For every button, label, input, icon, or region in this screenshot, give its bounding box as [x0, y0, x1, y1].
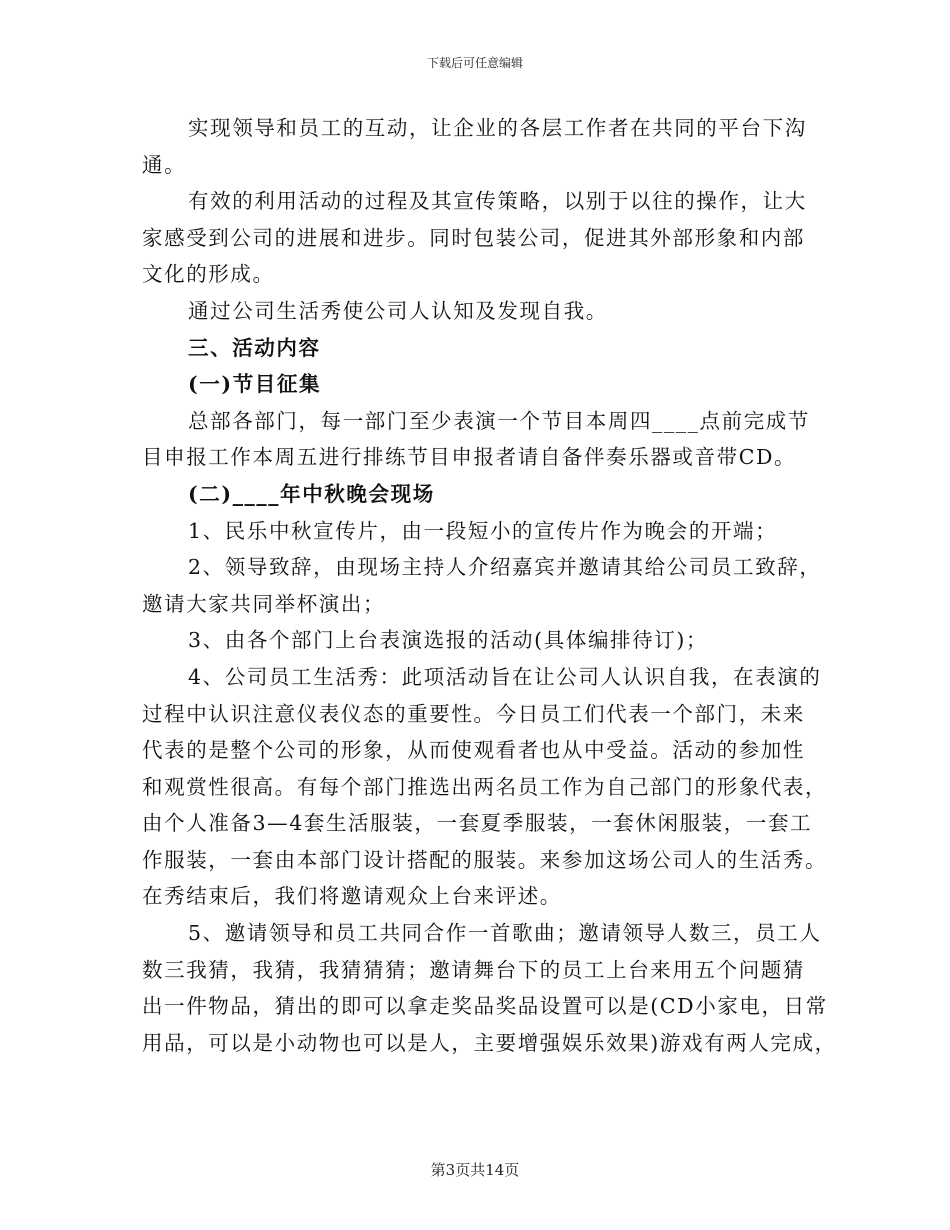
paragraph-line: 代表的是整个公司的形象，从而使观看者也从中受益。活动的参加性 — [142, 738, 805, 763]
paragraph-line: 通过公司生活秀使公司人认知及发现自我。 — [188, 298, 608, 323]
paragraph-line: 文化的形成。 — [142, 262, 275, 287]
list-item: 5、邀请领导和员工共同合作一首歌曲；邀请领导人数三，员工人 — [188, 921, 822, 946]
paragraph-line: 实现领导和员工的互动，让企业的各层工作者在共同的平台下沟 — [188, 116, 807, 140]
subsection-heading: (二)____年中秋晚会现场 — [188, 481, 435, 506]
paragraph-line: 由个人准备3—4套生活服装，一套夏季服装，一套休闲服装，一套工 — [142, 811, 813, 836]
paragraph-line: 家感受到公司的进展和进步。同时包装公司，促进其外部形象和内部 — [142, 225, 805, 250]
paragraph-line: 过程中认识注意仪表仪态的重要性。今日员工们代表一个部门，未来 — [142, 701, 805, 726]
paragraph-line: 总部各部门，每一部门至少表演一个节目本周四____点前完成节 — [188, 408, 810, 433]
list-item: 3、由各个部门上台表演选报的活动(具体编排待订)； — [188, 628, 709, 653]
paragraph-line: 用品，可以是小动物也可以是人，主要增强娱乐效果)游戏有两人完成， — [142, 1030, 837, 1055]
paragraph-line: 出一件物品，猜出的即可以拿走奖品奖品设置可以是(CD小家电，日常 — [142, 994, 828, 1019]
page-number-footer: 第3页共14页 — [430, 1161, 520, 1179]
document-body — [142, 110, 837, 1061]
paragraph-line: 目申报工作本周五进行排练节目申报者请自备伴奏乐器或音带CD。 — [142, 445, 797, 470]
list-item: 4、公司员工生活秀：此项活动旨在让公司人认识自我，在表演的 — [188, 664, 822, 689]
list-item: 2、领导致辞，由现场主持人介绍嘉宾并邀请其给公司员工致辞， — [188, 555, 822, 580]
subsection-heading: (一)节目征集 — [188, 372, 322, 397]
paragraph-line: 作服装，一套由本部门设计搭配的服装。来参加这场公司人的生活秀。 — [142, 847, 828, 872]
paragraph-line: 有效的利用活动的过程及其宣传策略，以别于以往的操作，让大 — [188, 189, 807, 214]
paragraph-line: 在秀结束后，我们将邀请观众上台来评述。 — [142, 884, 562, 909]
paragraph-line: 通。 — [142, 152, 187, 177]
section-heading: 三、活动内容 — [188, 335, 321, 360]
header-note: 下载后可任意编辑 — [426, 56, 523, 70]
paragraph-line: 和观赏性很高。有每个部门推选出两名员工作为自己部门的形象代表， — [142, 774, 828, 799]
paragraph-line: 邀请大家共同举杯演出； — [142, 591, 386, 616]
list-item: 1、民乐中秋宣传片，由一段短小的宣传片作为晚会的开端； — [188, 518, 778, 543]
paragraph-line: 数三我猜，我猜，我猜猜猜；邀请舞台下的员工上台来用五个问题猜 — [142, 957, 805, 982]
